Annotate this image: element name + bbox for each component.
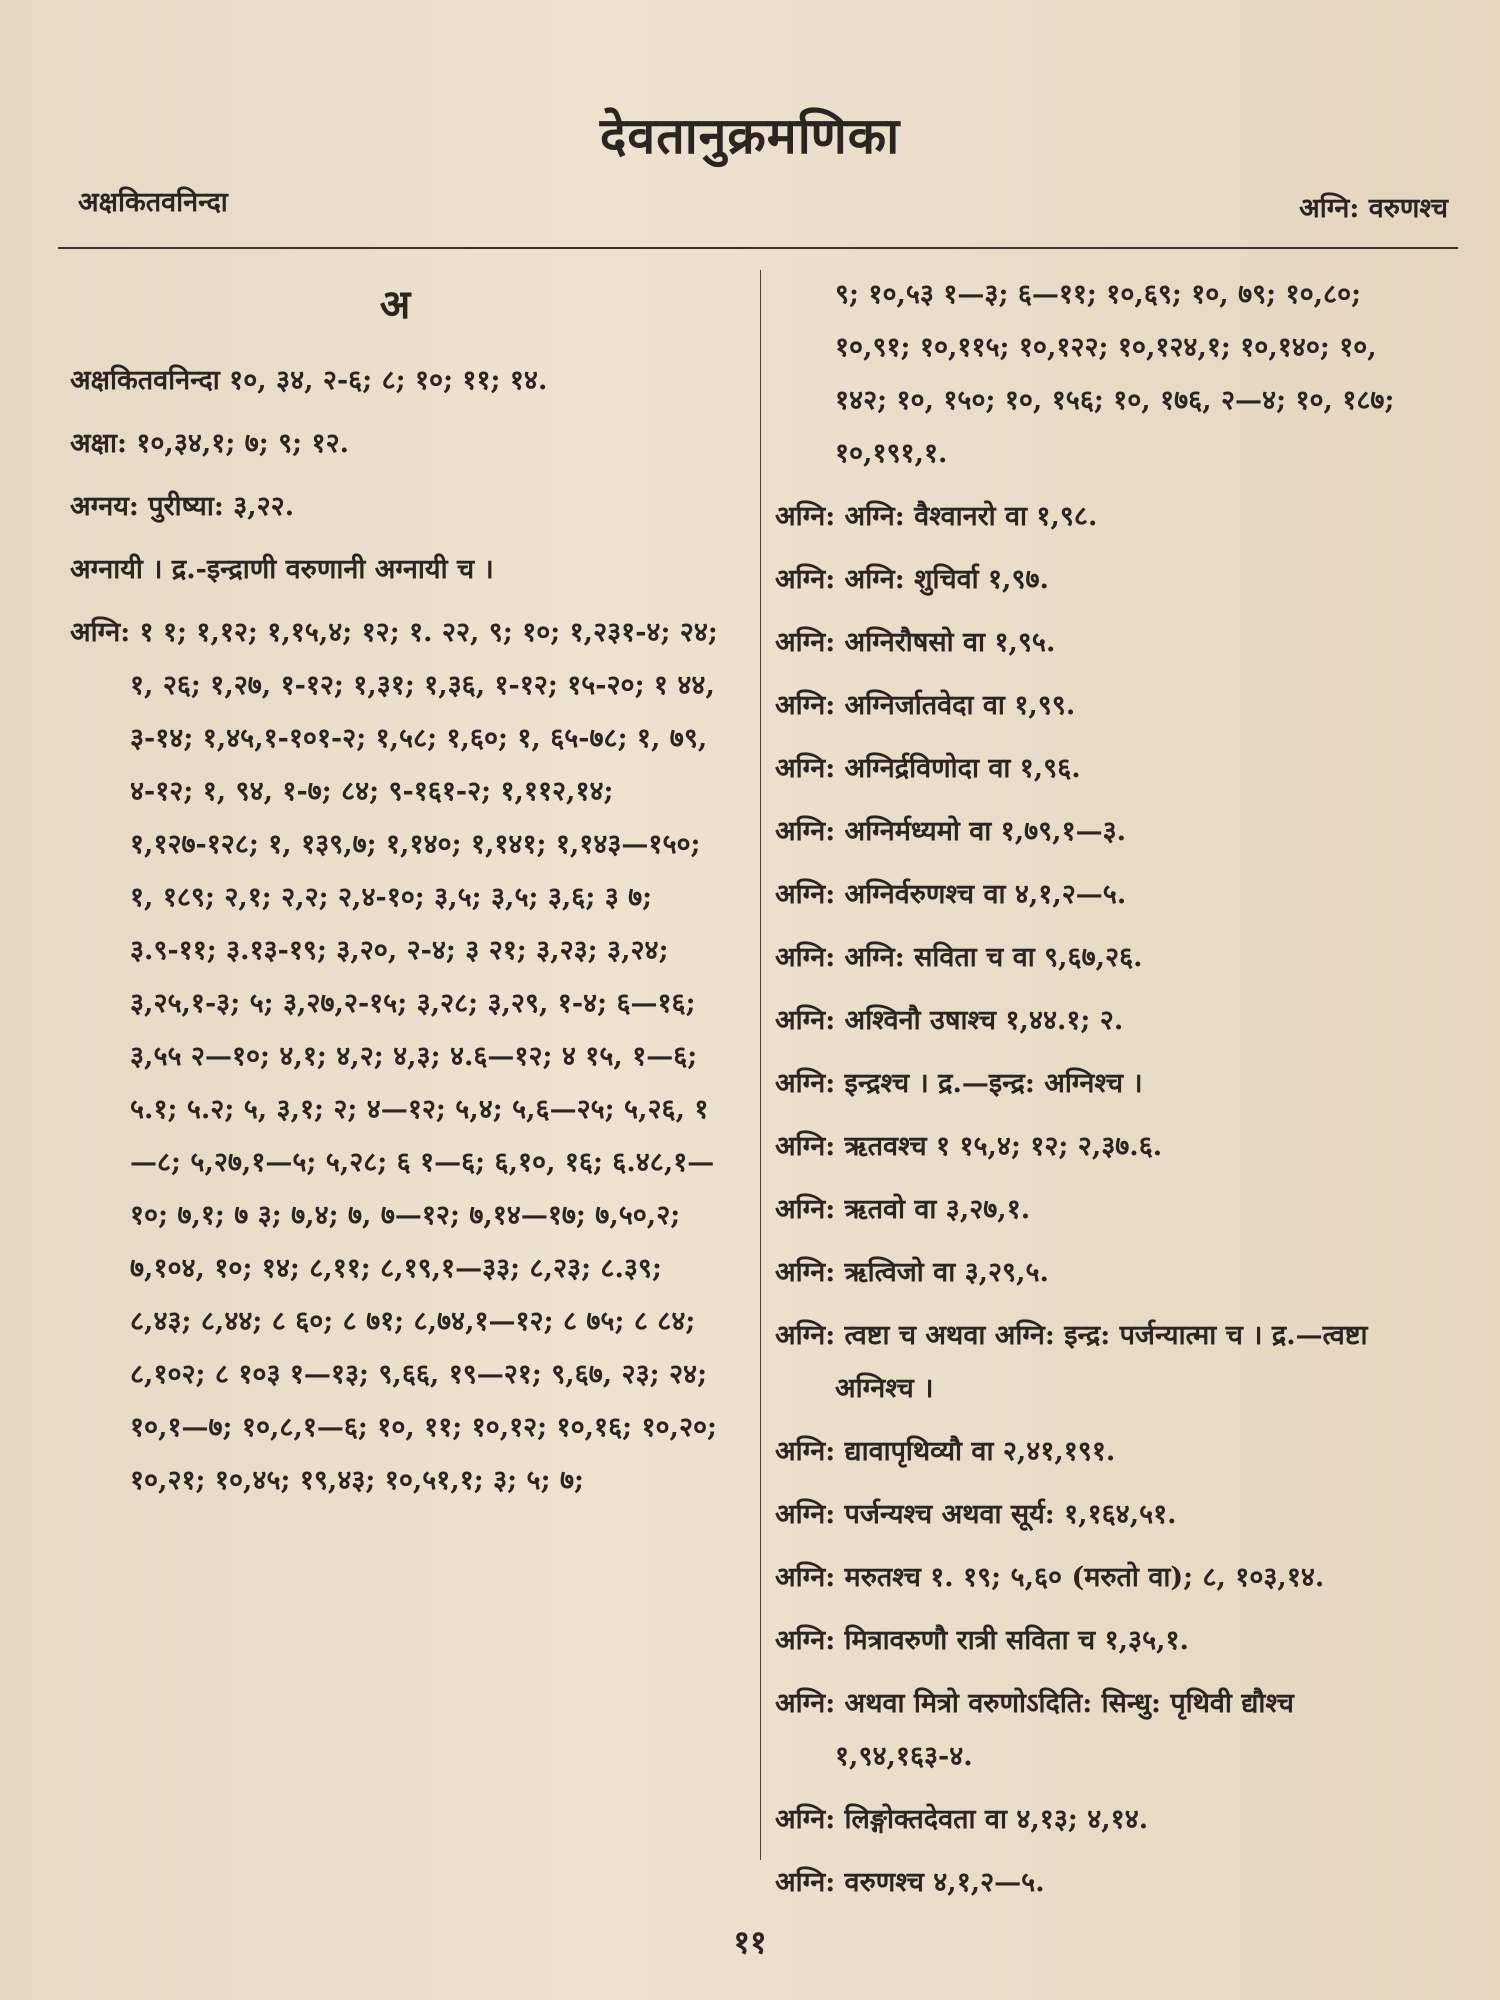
index-entry: अग्नि: अश्विनौ उषाश्च १,४४.१; २. [775, 1005, 1124, 1036]
index-entry: अग्नि: अग्निर्जातवेदा वा १,९९. [775, 690, 1076, 721]
index-entry: अक्षा: १०,३४,१; ७; ९; १२. [70, 428, 350, 459]
index-entry: अग्नि: अग्निर्मध्यमो वा १,७९,१—३. [775, 816, 1127, 847]
index-entry: अग्नि: ऋतवश्च १ १५,४; १२; २,३७.६. [775, 1131, 1163, 1162]
index-entry: अग्नि: अग्नि: सविता च वा ९,६७,२६. [775, 942, 1143, 973]
index-entry: अग्नायी । द्र.-इन्द्राणी वरुणानी अग्नायी च । [70, 554, 494, 585]
index-entry: अग्नि: १ १; १,१२; १,१५,४; १२; १. २२, ९; १०; १,२३१-४; २४; १, २६; १,२७, १-१२; १,३१; १,३६, १-१२; १५-२०; १ ४४, ३-१४; १,४५,१-१०१-२; १,५८; १,६०; १, ६५-७८; १, ७९, ४-१२; १, ९४, १-७; ८४; ९-१६१-२; १,११२,१४; १,१२७-१२८; १, १३९,७; १,१४०; १,१४१; १,१४३—१५०; १, १८९; २,१; २,२; २,४-१०; ३,५; ३,५; ३,६; ३ ७; ३.९-११; ३.१३-१९; ३,२०, २-४; ३ २१; ३,२३; ३,२४; ३,२५,१-३; ५; ३,२७,२-१५; ३,२८; ३,२९, १-४; ६—१६; ३,५५ २—१०; ४,१; ४,२; ४,३; ४.६—१२; ४ १५, १—६; ५.१; ५.२; ५, ३,१; २; ४—१२; ५,४; ५,६—२५; ५,२६, १—८; ५,२७,१—५; ५,२८; ६ १—६; ६,१०, १६; ६.४८,१—१०; ७,१; ७ ३; ७,४; ७, ७—१२; ७,१४—१७; ७,५०,२; ७,१०४, १०; १४; ८,११; ८,१९,१—३३; ८,२३; ८.३९; ८,४३; ८,४४; ८ ६०; ८ ७१; ८,७४,१—१२; ८ ७५; ८ ८४; ८,१०२; ८ १०३ १—१३; ९,६६, १९—२१; ९,६७, २३; २४; १०,१—७; १०,८,१—६; १०, ११; १०,१२; १०,१६; १०,२०; १०,२१; १०,४५; १९,४३; १०,५१,१; ३; ५; ७; [70, 617, 718, 1496]
index-entry: अग्नि: लिङ्गोक्तदेवता वा ४,१३; ४,१४. [775, 1804, 1149, 1835]
index-entry: अग्नि: वरुणश्च ४,१,२—५. [775, 1867, 1045, 1898]
index-entry: अग्नि: अथवा मित्रो वरुणोऽदिति: सिन्धु: पृथिवी द्यौश्च १,९४,१६३-४. [775, 1688, 1294, 1772]
running-head-left: अक्षकितवनिन्दा [78, 187, 228, 218]
index-entry: अग्नि: ऋत्विजो वा ३,२९,५. [775, 1257, 1049, 1288]
left-entries [70, 354, 720, 1507]
section-letter-heading: अ [379, 281, 411, 328]
index-entry: अग्नि: अग्निर्द्रविणोदा वा १,९६. [775, 753, 1081, 784]
index-entry: अग्नि: अग्निरौषसो वा १,९५. [775, 627, 1056, 658]
right-entries [775, 490, 1435, 1909]
index-entry: अग्नि: ऋतवो वा ३,२७,१. [775, 1194, 1031, 1225]
running-head-right: अग्नि: वरुणश्च [1299, 193, 1448, 224]
index-entry: अग्नि: मरुतश्च १. १९; ५,६० (मरुतो वा); ८, १०३,१४. [775, 1562, 1325, 1593]
page-number: ११ [733, 1923, 767, 1961]
index-entry: अग्नि: द्यावापृथिव्यौ वा २,४१,१९१. [775, 1436, 1116, 1467]
left-column [70, 268, 720, 1517]
index-entry: अग्नि: अग्नि: शुचिर्वा १,९७. [775, 564, 1049, 595]
index-entry: अक्षकितवनिन्दा १०, ३४, २-६; ८; १०; ११; १४. [70, 365, 548, 396]
index-entry: अग्नि: इन्द्रश्च । द्र.—इन्द्र: अग्निश्च । [775, 1068, 1143, 1099]
header-rule [58, 247, 1458, 249]
index-entry: अग्नि: अग्निर्वरुणश्च वा ४,१,२—५. [775, 879, 1127, 910]
index-entry: अग्नि: अग्नि: वैश्वानरो वा १,९८. [775, 501, 1098, 532]
index-entry: अग्नि: त्वष्टा च अथवा अग्नि: इन्द्र: पर्जन्यात्मा च । द्र.—त्वष्टा अग्निश्च । [775, 1320, 1368, 1404]
right-column [775, 268, 1435, 1919]
index-entry: अग्नि: मित्रावरुणौ रात्री सविता च १,३५,१. [775, 1625, 1189, 1656]
column-divider [760, 270, 761, 1860]
page-title: देवतानुक्रमणिका [599, 106, 901, 165]
continued-entry: ९; १०,५३ १—३; ६—११; १०,६९; १०, ७९; १०,८०; १०,९१; १०,११५; १०,१२२; १०,१२४,१; १०,१४०; १०, १४२; १०, १५०; १०, १५६; १०, १७६, २—४; १०, १८७; १०,१९१,१. [835, 279, 1395, 469]
index-entry: अग्नय: पुरीष्या: ३,२२. [70, 491, 295, 522]
index-entry: अग्नि: पर्जन्यश्च अथवा सूर्य: १,१६४,५१. [775, 1499, 1177, 1530]
